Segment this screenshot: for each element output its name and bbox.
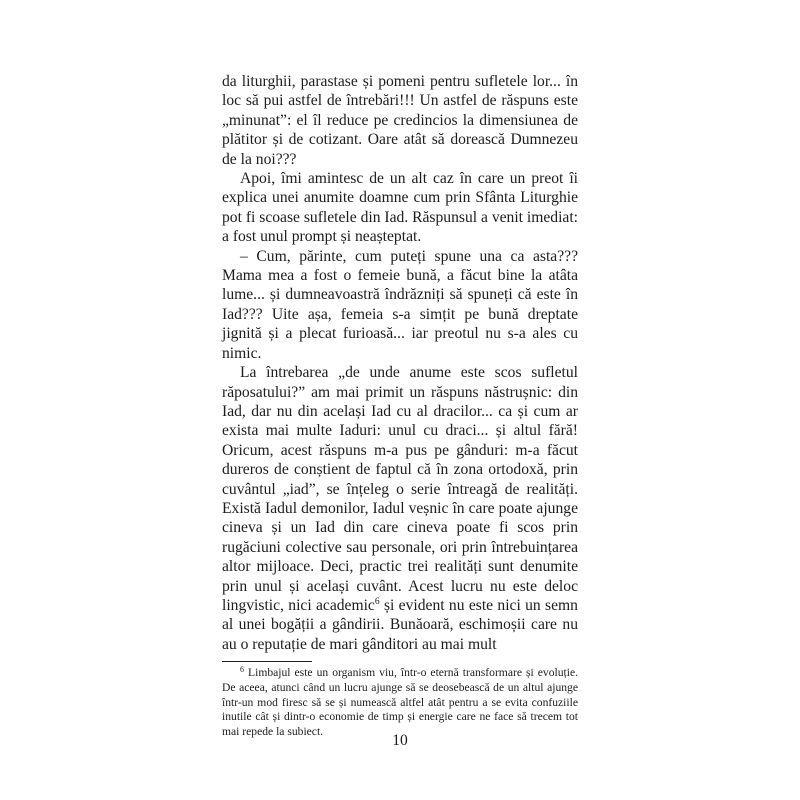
paragraph-2: Apoi, îmi amintesc de un alt caz în care un preot îi explica unei anumite doamne cum prin Sfânta Liturghie pot fi scoase sufletele din Iad. Răspunsul a venit imediat: a fost unul prompt și neașteptat.: [222, 170, 578, 246]
footnote-number: 6: [240, 665, 244, 675]
page-number: 10: [392, 732, 408, 749]
main-text: [222, 72, 578, 654]
paragraph-1: da liturghii, parastase și pomeni pentru sufletele lor... în loc să pui astfel de întrebări!!! Un astfel de răspuns este „minunat”: el îl reduce pe credincios la dimensiunea de plătitor și de cotizant. Oare atât să dorească Dumnezeu de la noi???: [222, 73, 578, 168]
footnote-reference: 6: [374, 596, 380, 607]
footnote-divider: [222, 661, 312, 662]
footnote-text: Limbajul este un organism viu, într-o eternă transformare și evoluție. De aceea, atunci când un lucru ajunge să se deosebească de un altul ajunge într-un mod firesc să se și numească altfel atât pentru a se evita confuziile inutile cât și dintr-o economie de timp și energie care ne face să trecem tot mai repede la subiect.: [222, 666, 578, 738]
book-page: [222, 72, 578, 740]
paragraph-4-text: La întrebarea „de unde anume este scos sufletul răposatului?” am mai primit un răspuns năstrușnic: din Iad, dar nu din același Iad cu al dracilor... ca și cum ar exista mai multe Iaduri: unul cu draci... și altul fără! Oricum, acest răspuns m-a pus pe gânduri: m-a făcut dureros de conștient de faptul că în zona ortodoxă, prin cuvântul „iad”, se înțeleg o serie întreagă de realități. Există Iadul demonilor, Iadul veșnic în care poate ajunge cineva și un Iad din care cineva poate fi scos prin rugăciuni colective sau personale, ori prin întrebuințarea altor mijloace. Deci, practic trei realități sunt denumite prin unul și același cuvânt. Acest lucru nu este deloc lingvistic, nici academic: [222, 364, 578, 614]
paragraph-3: – Cum, părinte, cum puteți spune una ca asta??? Mama mea a fost o femeie bună, a făcut bine la atâta lume... și dumneavoastră îndrăzniți să spuneți că este în Iad??? Uite așa, femeia s-a simțit pe bună dreptate jignită și a plecat furioasă... iar preotul nu s-a ales cu nimic.: [222, 247, 578, 362]
footnote: [222, 666, 578, 740]
paragraph-4: [222, 363, 578, 654]
paragraph-4-continuation: și evident nu este nici un semn al unei bogății a gândirii. Bunăoară, eschimoșii care nu au o reputație de mari gânditori au mai mult: [222, 596, 578, 653]
